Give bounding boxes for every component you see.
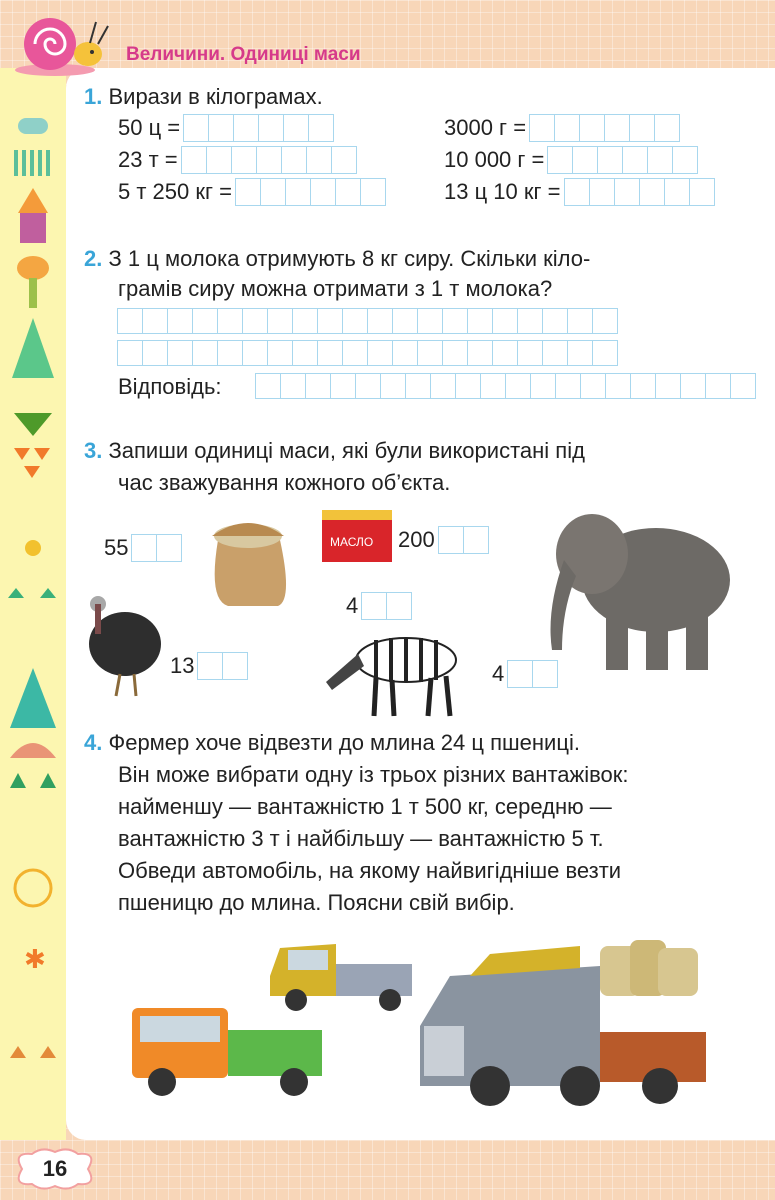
unit-cells[interactable] (508, 660, 558, 688)
task4-line-5: Обведи автомобіль, на якому найвигідніше везти (118, 858, 622, 883)
unit-cells[interactable] (132, 534, 182, 562)
sack-weight (104, 534, 182, 562)
page-number: 16 (42, 1156, 68, 1181)
answer-cells[interactable] (548, 146, 698, 174)
task1-expression: 3000 г = (444, 115, 527, 140)
task2-line-2: грамів сиру можна отримати з 1 т молока? (118, 276, 553, 301)
task4-number: 4. (84, 730, 103, 755)
task1-expression: 23 т = (118, 147, 178, 172)
zebra-icon (316, 620, 466, 720)
task1-expression: 10 000 г = (444, 147, 545, 172)
task4-line-4: вантажністю 3 т і найбільшу — вантажністю 5 т. (118, 826, 604, 851)
task4-line-3: найменшу — вантажністю 1 т 500 кг, середню — (118, 794, 612, 819)
answer-cells[interactable] (182, 146, 357, 174)
task2-number: 2. (84, 246, 103, 271)
snail-icon (10, 8, 110, 78)
weight-value: 13 (170, 653, 195, 678)
task3-line-2: час зважування кожного об’єкта. (118, 470, 451, 495)
answer-cells[interactable] (565, 178, 715, 206)
unit-cells[interactable] (439, 526, 489, 554)
task1-right-row-3 (444, 178, 715, 206)
answer-cells[interactable] (256, 373, 756, 399)
wheat-sacks-icon (596, 936, 702, 1000)
task4-line-1 (84, 730, 580, 756)
task1-heading (84, 84, 323, 110)
medium-truck-icon[interactable] (128, 1000, 328, 1100)
answer-cells[interactable] (184, 114, 334, 142)
unit-cells[interactable] (198, 652, 248, 680)
task1-expression: 5 т 250 кг = (118, 179, 232, 204)
zebra-weight (346, 592, 412, 620)
task2-text: З 1 ц молока отримують 8 кг сиру. Скільки кіло- (108, 246, 591, 271)
task2-line-1 (84, 246, 590, 272)
page-title: Величини. Одиниці маси (126, 44, 361, 65)
task3-line-1 (84, 438, 585, 464)
butter-pack-icon (320, 508, 396, 566)
task1-left-row-3 (118, 178, 386, 206)
weight-value: 200 (398, 527, 435, 552)
task3-number: 3. (84, 438, 103, 463)
task1-text: Вирази в кілограмах. (108, 84, 323, 109)
turkey-icon (80, 580, 170, 700)
answer-label: Відповідь: (118, 374, 222, 399)
sidebar-pattern (0, 68, 66, 1140)
solution-cells-row-1[interactable] (118, 308, 618, 334)
task1-right-row-2 (444, 146, 698, 174)
butter-label: МАСЛО (330, 535, 374, 549)
task3-text: Запиши одиниці маси, які були використані під (108, 438, 585, 463)
weight-value: 55 (104, 535, 129, 560)
solution-cells-row-2[interactable] (118, 340, 618, 366)
answer-cells[interactable] (236, 178, 386, 206)
task1-expression: 13 ц 10 кг = (444, 179, 561, 204)
svg-text:✱: ✱ (24, 945, 46, 975)
page-number-badge (12, 1148, 98, 1190)
answer-cells[interactable] (530, 114, 680, 142)
grain-sack-icon (198, 510, 298, 610)
decorative-sidebar (0, 68, 66, 1140)
task1-right-row-1 (444, 114, 680, 142)
butter-weight (398, 526, 489, 554)
task4-line-2: Він може вибрати одну із трьох різних вантажівок: (118, 762, 629, 787)
turkey-weight (170, 652, 248, 680)
elephant-weight (492, 660, 558, 688)
task4-text: Фермер хоче відвезти до млина 24 ц пшениці. (108, 730, 580, 755)
task4-line-6: пшеницю до млина. Поясни свій вибір. (118, 890, 515, 915)
weight-value: 4 (492, 661, 505, 686)
task1-left-row-2 (118, 146, 357, 174)
task1-expression: 50 ц = (118, 115, 181, 140)
weight-value: 4 (346, 593, 359, 618)
task1-left-row-1 (118, 114, 334, 142)
unit-cells[interactable] (362, 592, 412, 620)
task1-number: 1. (84, 84, 103, 109)
elephant-icon (536, 500, 736, 675)
